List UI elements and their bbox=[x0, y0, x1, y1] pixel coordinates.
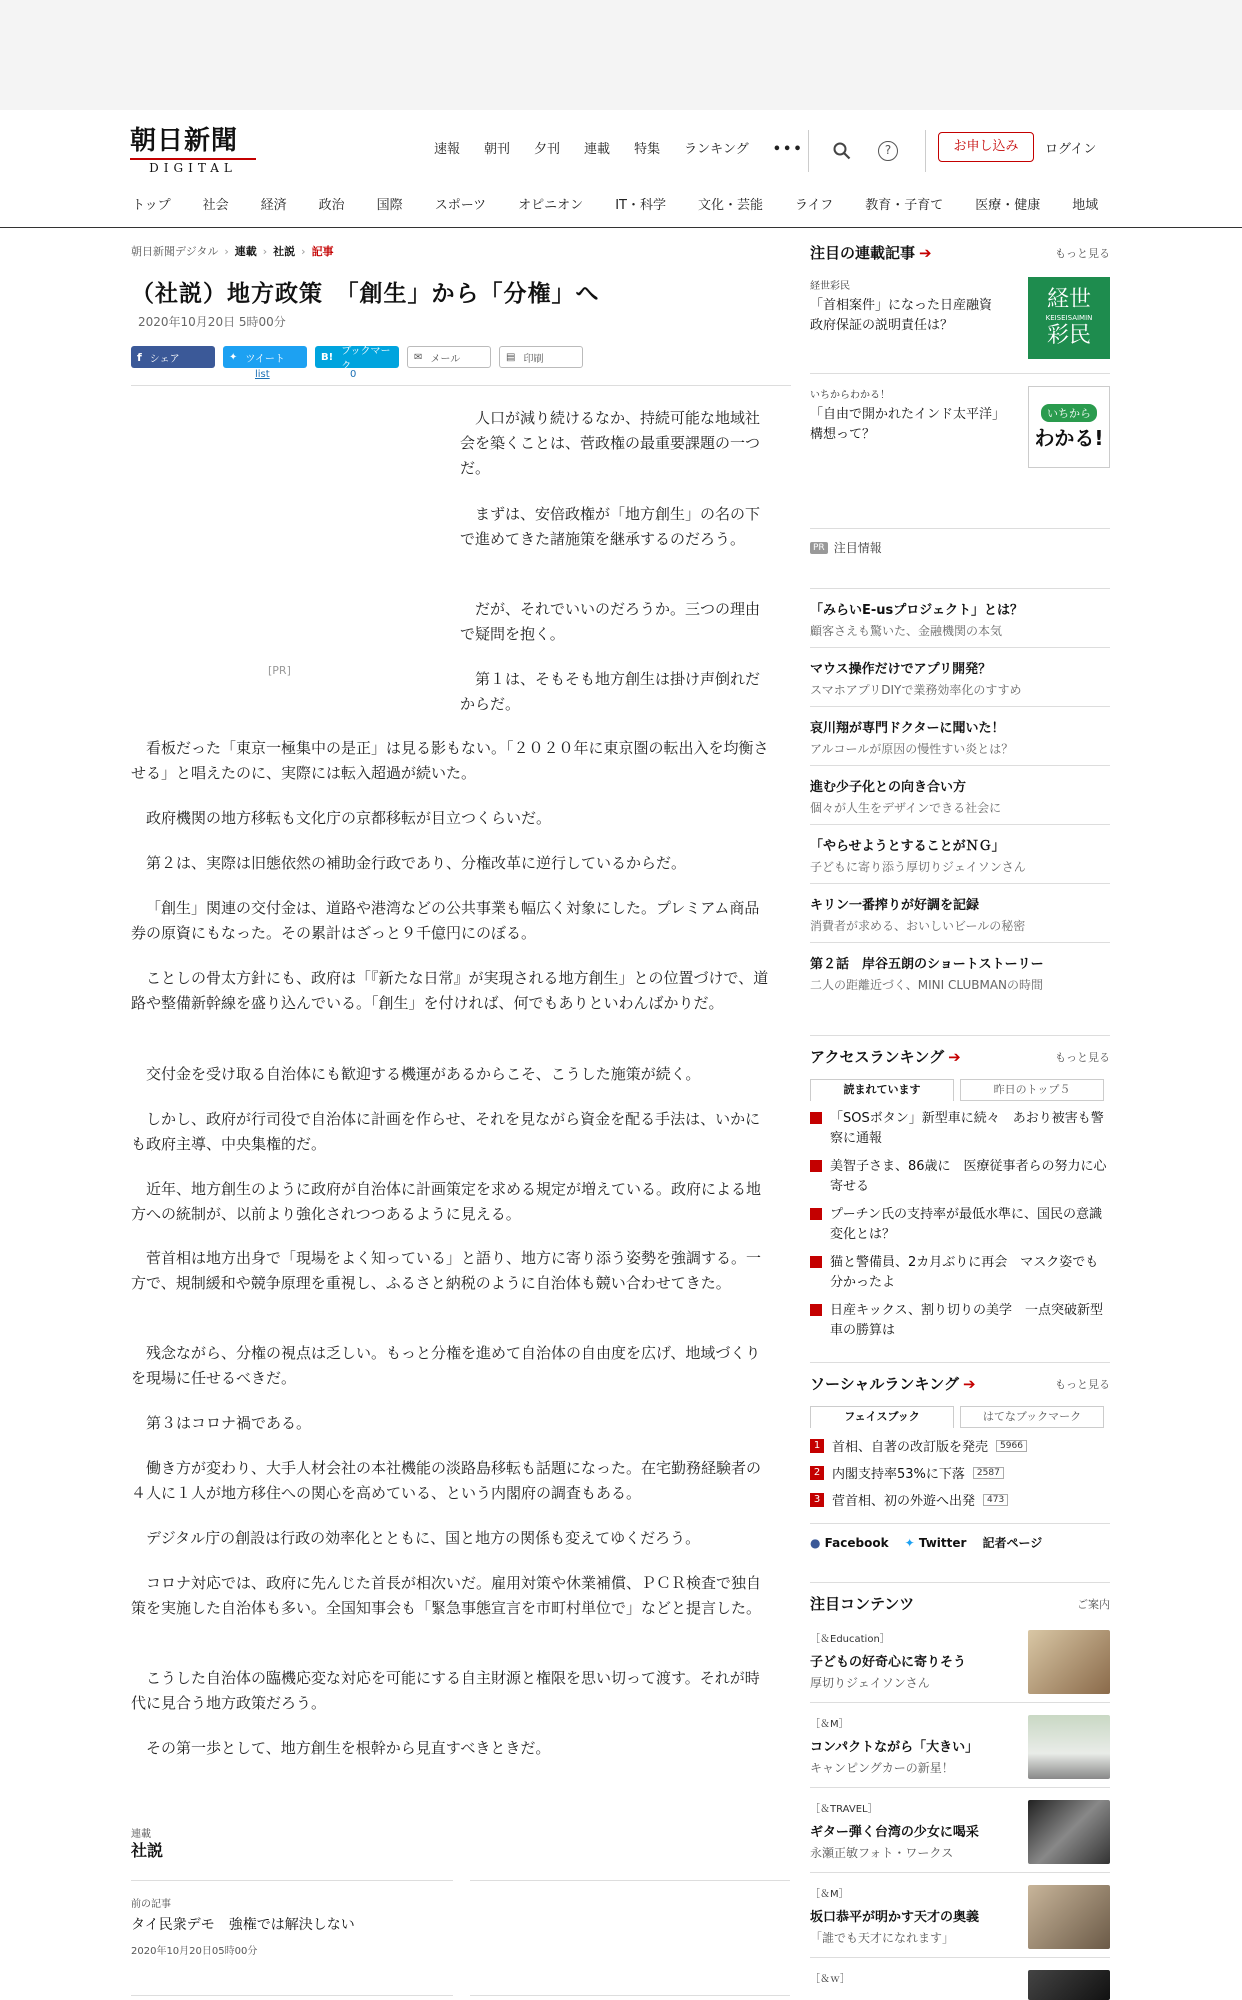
cat-culture[interactable]: 文化・芸能 bbox=[697, 198, 763, 213]
pr-item-sub: 子どもに寄り添う厚切りジェイソンさん bbox=[810, 860, 1026, 874]
content-card[interactable] bbox=[810, 1957, 1110, 2000]
tweet-label: ツイート bbox=[245, 353, 285, 365]
social-rank-item[interactable] bbox=[810, 1436, 1110, 1455]
facebook-icon: ● bbox=[810, 1535, 821, 1550]
cat-international[interactable]: 国際 bbox=[376, 198, 403, 213]
breadcrumb-shasetsu[interactable]: 社説 bbox=[273, 245, 296, 258]
thumb-mid-text: KEISEISAIMIN bbox=[1045, 314, 1093, 322]
logo-japanese: 朝日新聞 bbox=[130, 126, 239, 156]
content-card[interactable] bbox=[810, 1872, 1110, 1949]
content-card[interactable] bbox=[810, 1787, 1110, 1864]
social-ranking-tabs bbox=[810, 1406, 1110, 1428]
access-ranking-more-link[interactable]: もっと見る bbox=[1055, 1050, 1110, 1064]
pr-item-sub: 消費者が求める、おいしいビールの秘密 bbox=[810, 919, 1026, 933]
featured-contents-heading: 注目コンテンツ bbox=[810, 1595, 915, 1613]
pr-item-title: マウス操作だけでアプリ開発？ bbox=[810, 662, 992, 677]
arrow-right-icon: ➔ bbox=[962, 1375, 976, 1393]
pr-item-sub: アルコールが原因の慢性すい炎とは？ bbox=[810, 742, 1014, 756]
twitter-link[interactable] bbox=[905, 1536, 967, 1550]
breadcrumb bbox=[131, 243, 334, 259]
cat-health[interactable]: 医療・健康 bbox=[975, 198, 1041, 213]
nav-more-button[interactable]: ••• bbox=[772, 142, 804, 157]
printer-icon: ▤ bbox=[506, 351, 516, 363]
cat-it-science[interactable]: IT・科学 bbox=[615, 198, 666, 213]
site-logo[interactable] bbox=[130, 126, 260, 176]
ranking-item[interactable] bbox=[810, 1253, 1110, 1293]
login-link[interactable]: ログイン bbox=[1045, 142, 1097, 157]
featured-heading bbox=[810, 242, 932, 263]
cat-society[interactable]: 社会 bbox=[202, 198, 229, 213]
pr-list bbox=[810, 588, 1110, 1001]
previous-article[interactable] bbox=[131, 1880, 453, 1957]
access-ranking-section bbox=[810, 1035, 1110, 1341]
cat-education[interactable]: 教育・子育て bbox=[865, 198, 944, 213]
twitter-link-label: Twitter bbox=[918, 1535, 967, 1550]
ranking-item-title: プーチン氏の支持率が最低水準に、国民の意識変化とは？ bbox=[830, 1207, 1102, 1242]
cat-opinion[interactable]: オピニオン bbox=[518, 198, 584, 213]
chevron-right-icon: › bbox=[224, 244, 229, 258]
content-title: 子どもの好奇心に寄りそう bbox=[810, 1655, 967, 1670]
access-ranking-tabs bbox=[810, 1079, 1110, 1101]
tweet-count[interactable]: list bbox=[255, 369, 270, 380]
paragraph-11: 第３はコロナ禍である。 bbox=[146, 1414, 312, 1432]
tab-yesterday-top5[interactable]: 昨日のトップ５ bbox=[960, 1079, 1104, 1101]
cat-top[interactable]: トップ bbox=[132, 198, 171, 213]
ranking-item-title: 「SOSボタン」新型車に続々 あおり被害も警察に通報 bbox=[830, 1111, 1104, 1146]
hatena-bookmark-button[interactable] bbox=[315, 346, 399, 372]
nav-rensai[interactable]: 連載 bbox=[584, 142, 611, 157]
content-sub: キャンピングカーの新星！ bbox=[810, 1761, 954, 1775]
rank-number: 3 bbox=[810, 1493, 824, 1507]
pr-item-sub: 二人の距離近づく、MINI CLUBMANの時間 bbox=[810, 978, 1044, 992]
cat-politics[interactable]: 政治 bbox=[318, 198, 345, 213]
ranking-item[interactable] bbox=[810, 1301, 1110, 1341]
nav-tokushu[interactable]: 特集 bbox=[634, 142, 661, 157]
social-ranking-section bbox=[810, 1362, 1110, 1551]
previous-article-label: 前の記事 bbox=[131, 1899, 171, 1910]
featured-card-1[interactable] bbox=[810, 277, 1110, 359]
access-ranking-heading: アクセスランキング bbox=[810, 1048, 945, 1066]
breadcrumb-home[interactable]: 朝日新聞デジタル bbox=[131, 245, 219, 258]
rank-marker bbox=[810, 1304, 822, 1316]
content-kicker: ［＆ｗ］ bbox=[810, 1974, 850, 1985]
header-divider bbox=[925, 130, 926, 172]
search-icon[interactable] bbox=[831, 140, 853, 162]
divider bbox=[470, 1995, 790, 1996]
pr-item[interactable] bbox=[810, 706, 1110, 765]
header-tools bbox=[808, 130, 923, 172]
share-bar bbox=[131, 346, 583, 372]
ranking-item-title: 美智子さま、86歳に 医療従事者らの努力に心寄せる bbox=[830, 1159, 1107, 1194]
series-title[interactable]: 社説 bbox=[131, 1841, 164, 1860]
breadcrumb-rensai[interactable]: 連載 bbox=[234, 245, 257, 258]
featured-card-2-kicker: いちからわかる！ bbox=[810, 390, 890, 401]
pr-item[interactable] bbox=[810, 647, 1110, 706]
top-ad-banner bbox=[0, 0, 1242, 110]
subscribe-button[interactable]: お申し込み bbox=[938, 132, 1034, 162]
facebook-share-button[interactable] bbox=[131, 346, 215, 368]
tab-hatena[interactable]: はてなブックマーク bbox=[960, 1406, 1104, 1428]
featured-card-2-title: 「自由で開かれたインド太平洋」構想って？ bbox=[810, 407, 1006, 442]
cat-economy[interactable]: 経済 bbox=[260, 198, 287, 213]
paragraph-8: 近年、地方創生のように政府が自治体に計画策定を求める規定が増えている。政府による地方への統制が、以前より強化されつつあるように見える。 bbox=[131, 1180, 762, 1223]
print-button[interactable] bbox=[499, 346, 583, 368]
pr-item-sub: 顧客さえも驚いた、金融機関の本気 bbox=[810, 624, 1003, 638]
share-count: 5966 bbox=[996, 1440, 1027, 1452]
rank-marker bbox=[810, 1112, 822, 1124]
content-sub: 永瀬正敏フォト・ワークス bbox=[810, 1846, 954, 1860]
intro-paragraph-3: だが、それでいいのだろうか。三つの理由で疑問を抱く。 bbox=[460, 600, 761, 643]
rank-number: 2 bbox=[810, 1466, 824, 1480]
social-rank-title: 内閣支持率53%に下落 bbox=[832, 1467, 965, 1482]
pr-item[interactable] bbox=[810, 883, 1110, 942]
rank-marker bbox=[810, 1160, 822, 1172]
featured-card-2[interactable] bbox=[810, 386, 1110, 468]
content-thumbnail bbox=[1028, 1885, 1110, 1949]
share-count: 473 bbox=[983, 1494, 1008, 1506]
logo-english: DIGITAL bbox=[130, 158, 256, 176]
mail-icon: ✉ bbox=[414, 351, 423, 363]
content-thumbnail bbox=[1028, 1970, 1110, 2000]
facebook-link[interactable] bbox=[810, 1536, 889, 1550]
previous-article-title[interactable]: タイ民衆デモ 強権では解決しない bbox=[131, 1917, 355, 1933]
content-sub: 「誰でも天才になれます」 bbox=[810, 1931, 955, 1945]
pr-item-sub: 個々が人生をデザインできる社会に bbox=[810, 801, 1002, 815]
paragraph-1: 看板だった「東京一極集中の是正」は見る影もない。「２０２０年に東京圏の転出入を均衡させる」と唱えたのに、実際には転入超過が続いた。 bbox=[131, 739, 769, 782]
social-rank-item[interactable] bbox=[810, 1490, 1110, 1509]
featured-contents-section bbox=[810, 1582, 1110, 2000]
top-nav bbox=[434, 140, 828, 160]
ichikarawakaru-thumbnail bbox=[1028, 386, 1110, 468]
content-title: 坂口恭平が明かす天才の奥義 bbox=[810, 1910, 980, 1925]
ranking-item-title: 日産キックス、割り切りの美学 一点突破新型車の勝算は bbox=[830, 1303, 1104, 1338]
nav-ranking[interactable]: ランキング bbox=[684, 142, 749, 157]
thumb-bottom-text: わかる! bbox=[1034, 425, 1104, 450]
social-rank-title: 首相、自著の改訂版を発売 bbox=[832, 1440, 989, 1455]
facebook-link-label: Facebook bbox=[824, 1535, 889, 1550]
pr-heading: 注目情報 bbox=[833, 541, 882, 555]
featured-heading-text: 注目の連載記事 bbox=[810, 244, 916, 262]
paragraph-13: デジタル庁の創設は行政の効率化とともに、国と地方の関係も変えてゆくだろう。 bbox=[146, 1529, 701, 1547]
cat-life[interactable]: ライフ bbox=[794, 198, 834, 213]
paragraph-16: その第一歩として、地方創生を根幹から見直すべきときだ。 bbox=[146, 1739, 551, 1757]
divider bbox=[131, 385, 791, 386]
content-card[interactable] bbox=[810, 1618, 1110, 1694]
breadcrumb-current: 記事 bbox=[311, 245, 334, 258]
intro-paragraph-2: まずは、安倍政権が「地方創生」の名の下で進めてきた諸施策を継承するのだろう。 bbox=[460, 505, 761, 548]
tab-most-read[interactable]: 読まれています bbox=[810, 1079, 954, 1101]
ranking-item[interactable] bbox=[810, 1205, 1110, 1245]
previous-article-date: 2020年10月20日05時00分 bbox=[131, 1946, 258, 1957]
cat-region[interactable]: 地域 bbox=[1072, 198, 1099, 213]
ranking-item-title: 猫と警備員、2カ月ぶりに再会 マスク姿でも分かったよ bbox=[830, 1255, 1099, 1290]
tab-facebook[interactable]: フェイスブック bbox=[810, 1406, 954, 1428]
series-label: 連載 bbox=[131, 1829, 151, 1840]
help-glyph: ? bbox=[878, 141, 898, 161]
featured-card-1-kicker: 経世彩民 bbox=[810, 281, 850, 292]
chevron-right-icon: › bbox=[262, 244, 268, 258]
paragraph-6: 交付金を受け取る自治体にも歓迎する機運があるからこそ、こうした施策が続く。 bbox=[146, 1065, 701, 1083]
featured-series-section bbox=[810, 242, 1110, 468]
thumb-top-text: いちから bbox=[1041, 404, 1097, 422]
pr-item-title: 哀川翔が専門ドクターに聞いた！ bbox=[810, 721, 1005, 736]
intro-paragraph-1: 人口が減り続けるなか、持続可能な地域社会を築くことは、菅政権の最重要課題の一つだ。 bbox=[460, 409, 761, 477]
bookmark-count[interactable]: 0 bbox=[350, 369, 357, 380]
article-title: （社説）地方政策 「創生」から「分権」へ bbox=[131, 281, 600, 307]
mail-label: メール bbox=[430, 353, 461, 365]
ranking-item[interactable] bbox=[810, 1157, 1110, 1197]
paragraph-10: 残念ながら、分権の視点は乏しい。もっと分権を進めて自治体の自由度を広げ、地域づくりを現場に任せるべきだ。 bbox=[131, 1344, 761, 1387]
paragraph-7: しかし、政府が行司役で自治体に計画を作らせ、それを見ながら資金を配る手法は、いかにも政府主導、中央集権的だ。 bbox=[131, 1110, 761, 1153]
featured-card-1-title: 「首相案件」になった日産融資 政府保証の説明責任は？ bbox=[810, 298, 1006, 333]
content-kicker: ［＆M］ bbox=[810, 1719, 849, 1730]
pr-item-title: 「みらいE-usプロジェクト」とは？ bbox=[810, 603, 1024, 618]
social-ranking-more-link[interactable]: もっと見る bbox=[1055, 1377, 1110, 1391]
content-title: コンパクトながら「大きい」 bbox=[810, 1740, 979, 1755]
paragraph-14: コロナ対応では、政府に先んじた首長が相次いだ。雇用対策や休業補償、ＰＣＲ検査で独自策を実施した自治体も多い。全国知事会も「緊急事態宣言を市町村単位で」などと提言した。 bbox=[131, 1574, 762, 1617]
nav-choukan[interactable]: 朝刊 bbox=[484, 142, 511, 157]
pr-item[interactable] bbox=[810, 588, 1110, 647]
paragraph-9: 菅首相は地方出身で「現場をよく知っている」と語り、地方に寄り添う姿勢を強調する。一方で、規制緩和や競争原理を重視し、ふるさと納税のように自治体も競い合わせてきた。 bbox=[131, 1249, 762, 1292]
content-kicker: ［＆M］ bbox=[810, 1889, 849, 1900]
next-article-slot bbox=[470, 1880, 790, 1881]
print-label: 印刷 bbox=[523, 353, 544, 365]
chevron-right-icon: › bbox=[301, 244, 306, 258]
nav-sokuho[interactable]: 速報 bbox=[434, 142, 461, 157]
content-thumbnail bbox=[1028, 1715, 1110, 1779]
thumb-top-text: 経世 bbox=[1046, 287, 1091, 312]
facebook-share-label: シェア bbox=[149, 353, 180, 365]
nav-yukan[interactable]: 夕刊 bbox=[534, 142, 561, 157]
content-card[interactable] bbox=[810, 1702, 1110, 1779]
share-count: 2587 bbox=[973, 1467, 1004, 1479]
intro-paragraph-4: 第１は、そもそも地方創生は掛け声倒れだからだ。 bbox=[460, 670, 761, 713]
pr-item[interactable] bbox=[810, 824, 1110, 883]
site-header bbox=[0, 110, 1242, 228]
tweet-button[interactable] bbox=[223, 346, 307, 368]
article-date: 2020年10月20日 5時00分 bbox=[138, 315, 286, 329]
rank-marker bbox=[810, 1208, 822, 1220]
help-icon[interactable] bbox=[877, 140, 899, 162]
content-title: ギター弾く台湾の少女に喝采 bbox=[810, 1825, 979, 1840]
twitter-bird-icon: ✦ bbox=[229, 351, 238, 363]
content-thumbnail bbox=[1028, 1800, 1110, 1864]
content-kicker: ［＆Education］ bbox=[810, 1634, 890, 1645]
pr-item-title: キリン一番搾りが好調を記録 bbox=[810, 898, 980, 913]
rank-number: 1 bbox=[810, 1439, 824, 1453]
thumb-bottom-text: 彩民 bbox=[1046, 323, 1091, 348]
paragraph-12: 働き方が変わり、大手人材会社の本社機能の淡路島移転も話題になった。在宅勤務経験者の４人に１人が地方移住への関心を高めている、という内閣府の調査もある。 bbox=[131, 1459, 762, 1502]
social-ranking-heading: ソーシャルランキング bbox=[810, 1375, 959, 1393]
arrow-right-icon: ➔ bbox=[948, 1048, 961, 1066]
pr-item[interactable] bbox=[810, 942, 1110, 1001]
facebook-icon: f bbox=[137, 350, 142, 364]
arrow-right-icon: ➔ bbox=[919, 244, 932, 262]
ranking-item[interactable] bbox=[810, 1109, 1110, 1149]
pr-item-title: 進む少子化との向き合い方 bbox=[810, 780, 967, 795]
pr-item-sub: スマホアプリDIYで業務効率化のすすめ bbox=[810, 683, 1022, 697]
paragraph-4: 「創生」関連の交付金は、道路や港湾などの公共事業も幅広く対象にした。プレミアム商品券の原資にもなった。その累計はざっと９千億円にのぼる。 bbox=[131, 899, 760, 942]
pr-label: [PR] bbox=[268, 664, 291, 677]
social-rank-title: 菅首相、初の外遊へ出発 bbox=[832, 1494, 976, 1509]
pr-badge: PR bbox=[810, 542, 828, 554]
cat-sports[interactable]: スポーツ bbox=[434, 198, 487, 213]
pr-item-title: 「やらせようとすることがＮＧ」 bbox=[810, 839, 1005, 854]
keiseisaimin-thumbnail bbox=[1028, 277, 1110, 359]
paragraph-3: 第２は、実際は旧態依然の補助金行政であり、分権改革に逆行しているからだ。 bbox=[146, 854, 687, 872]
social-links bbox=[810, 1523, 1110, 1551]
featured-more-link[interactable]: もっと見る bbox=[1055, 246, 1110, 260]
category-nav bbox=[132, 196, 1098, 216]
pr-item[interactable] bbox=[810, 765, 1110, 824]
pr-section bbox=[810, 528, 1110, 556]
mail-button[interactable] bbox=[407, 346, 491, 368]
paragraph-2: 政府機関の地方移転も文化庁の京都移転が目立つくらいだ。 bbox=[146, 809, 552, 827]
featured-contents-more-link[interactable]: ご案内 bbox=[1077, 1597, 1110, 1611]
reporter-page-link[interactable]: 記者ページ bbox=[982, 1536, 1043, 1550]
bookmark-label: ブックマーク bbox=[341, 346, 391, 372]
social-rank-item[interactable] bbox=[810, 1463, 1110, 1482]
twitter-bird-icon: ✦ bbox=[904, 1535, 915, 1550]
paragraph-15: こうした自治体の臨機応変な対応を可能にする自主財源と権限を思い切って渡す。それが時代に見合う地方政策だろう。 bbox=[131, 1669, 760, 1712]
paragraph-5: ことしの骨太方針にも、政府は「『新たな日常』が実現される地方創生」との位置づけで、道路や整備新幹線を盛り込んでいる。「創生」を付ければ、何でもありといわんばかりだ。 bbox=[131, 969, 769, 1012]
content-sub: 厚切りジェイソンさん bbox=[810, 1676, 930, 1690]
content-thumbnail bbox=[1028, 1630, 1110, 1694]
rank-marker bbox=[810, 1256, 822, 1268]
content-kicker: ［＆TRAVEL］ bbox=[810, 1804, 878, 1815]
hatena-icon: B! bbox=[321, 351, 334, 363]
divider bbox=[131, 1995, 453, 1996]
pr-item-title: 第２話 岸谷五朗のショートストーリー bbox=[810, 957, 1044, 972]
